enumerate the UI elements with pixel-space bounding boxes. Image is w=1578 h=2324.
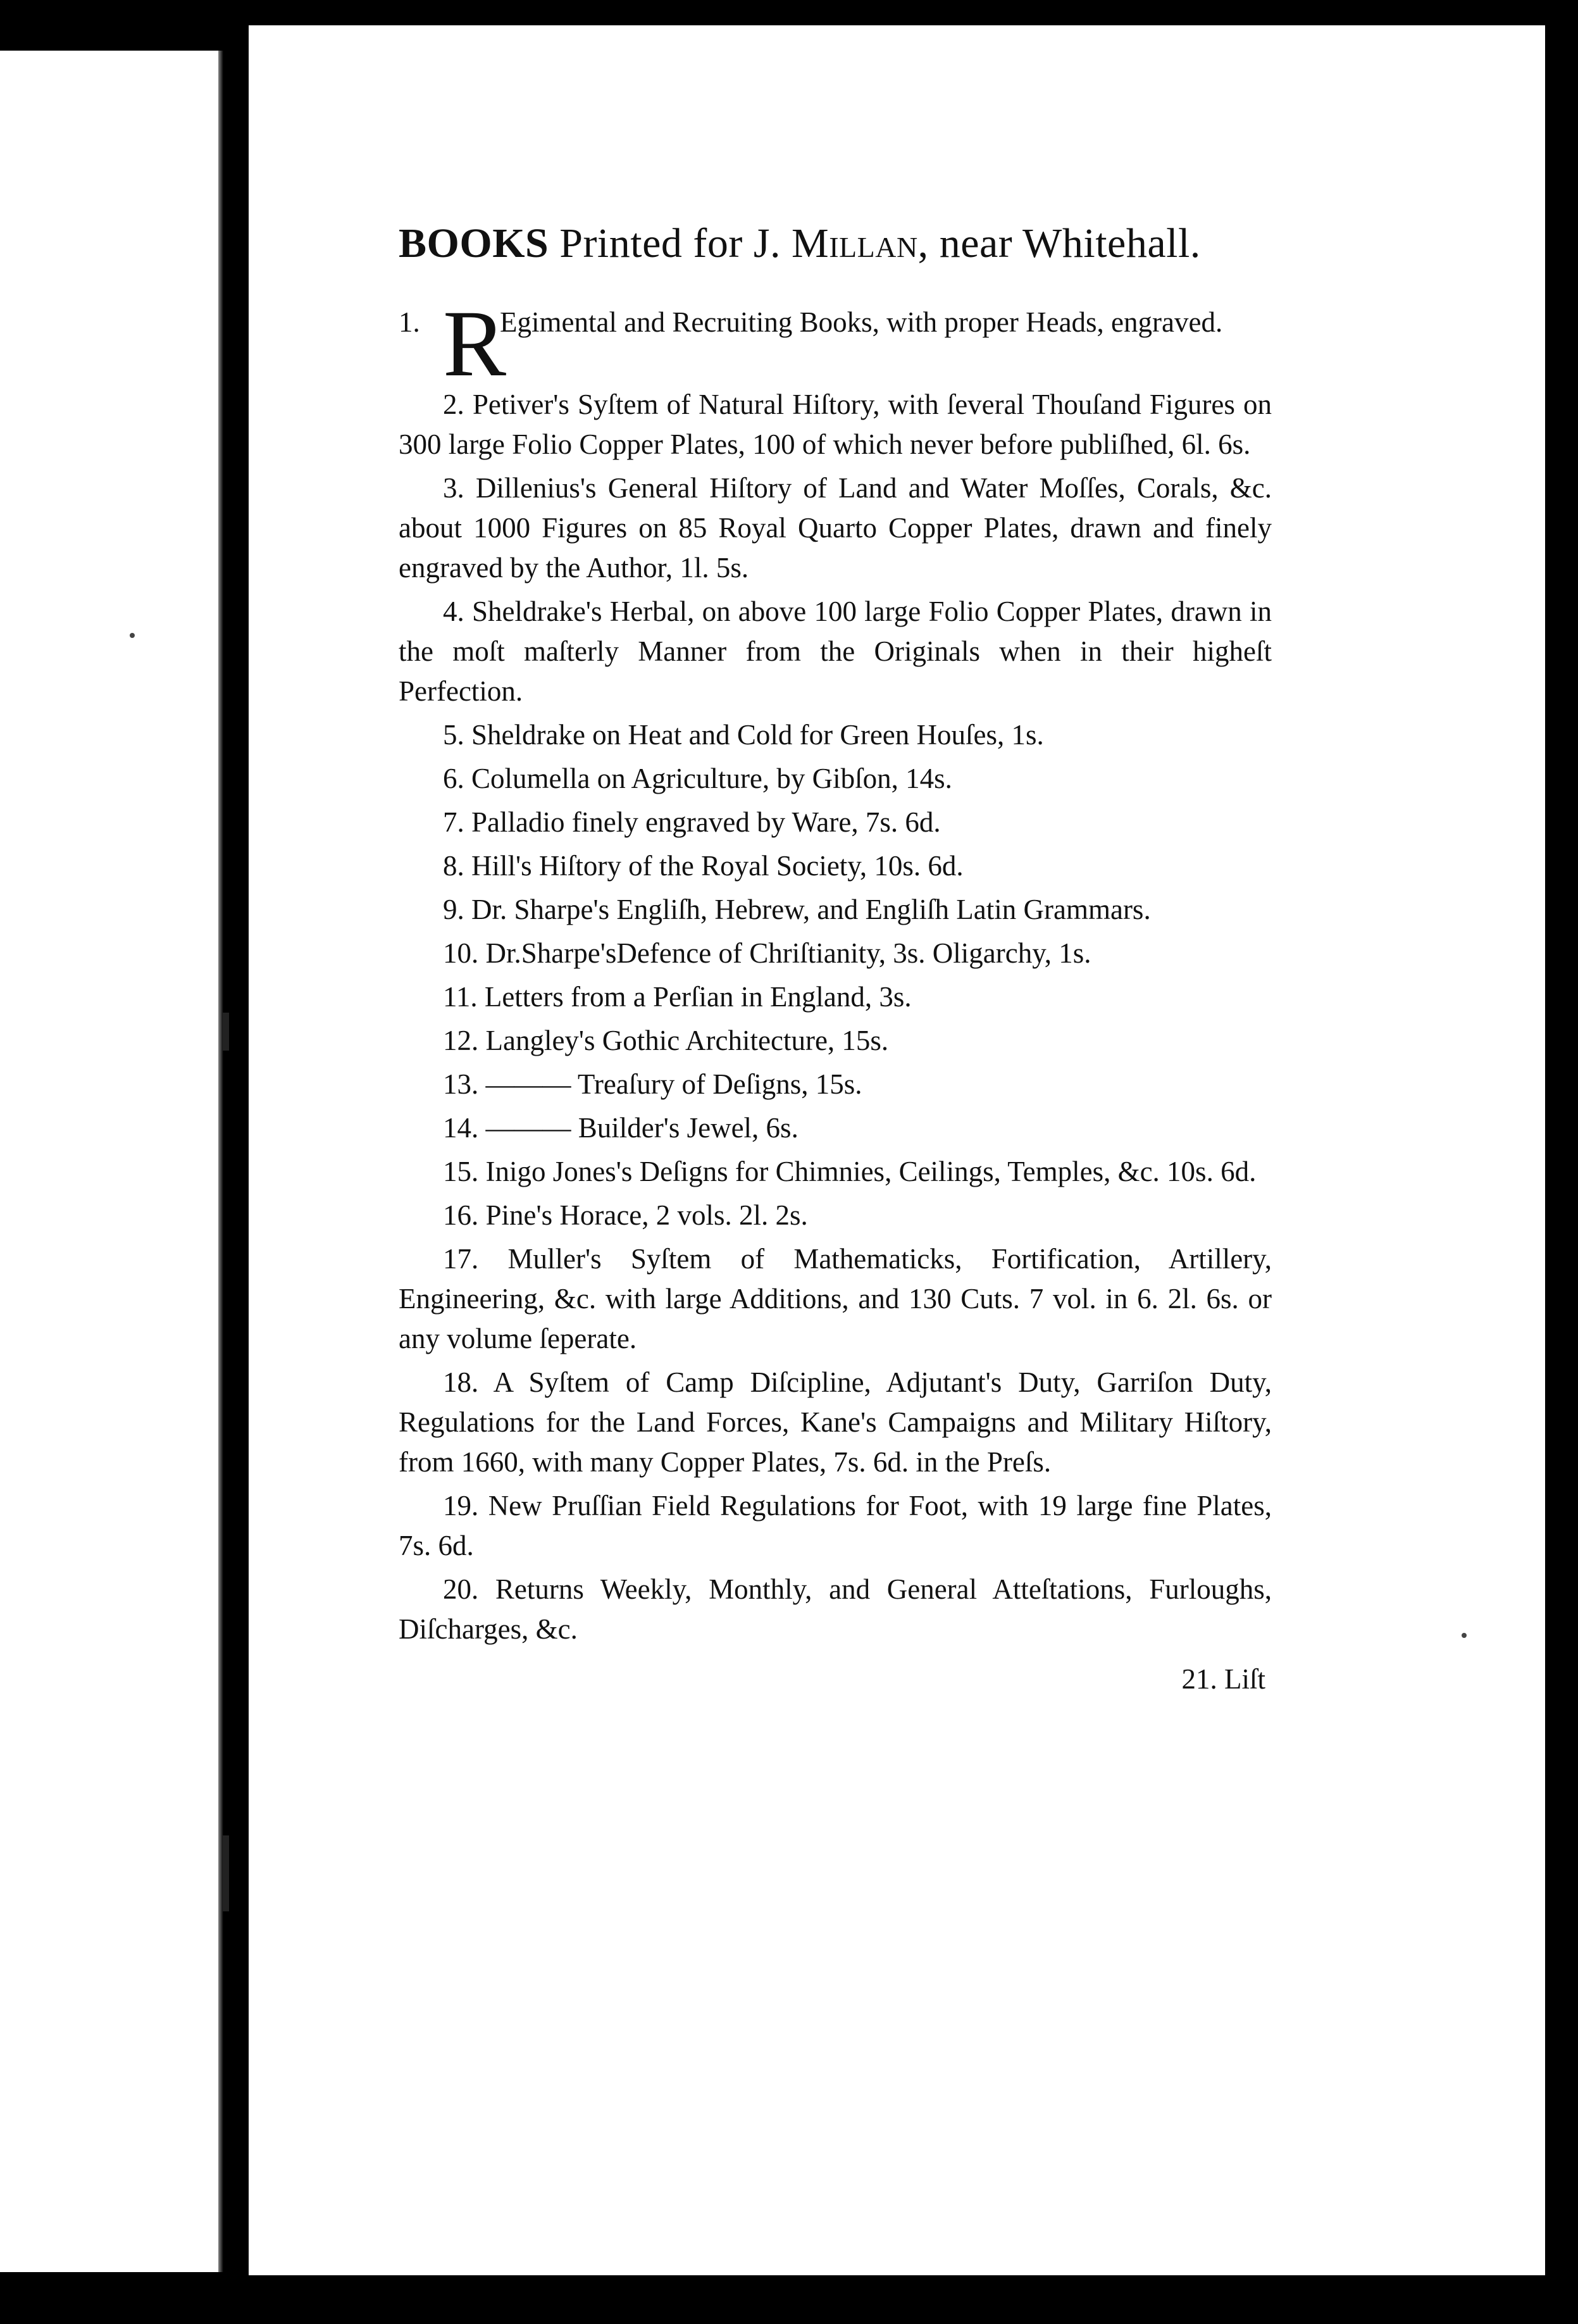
list-item [399,890,1272,930]
entry-number: 6. [443,763,464,794]
entry-number: 13. [443,1068,479,1100]
entry-number: 10. [443,937,479,969]
entry-number: 19. [443,1490,479,1521]
entry-number: 3. [443,472,464,504]
entry-number: 16. [443,1199,479,1231]
heading-printed-for: Printed for J. [559,220,781,266]
list-item [399,291,1272,396]
entry-number: 17. [443,1243,479,1275]
entry-text: New Pruſſian Field Regulations for Foot, with 19 large fine Plates, 7s. 6d. [399,1490,1272,1561]
gutter-shadow [218,51,223,2272]
entry-number: 2. [443,389,464,420]
list-item [399,1486,1272,1566]
list-item [399,1239,1272,1359]
drop-cap: R [443,291,507,396]
entry-number: 5. [443,719,464,751]
entry-text: Sheldrake's Herbal, on above 100 large Folio Copper Plates, drawn in the moſt maſterly Manner from the Originals when in their higheſt Perfection. [399,596,1272,707]
entry-text: Sheldrake on Heat and Cold for Green Houſes, 1s. [471,719,1044,751]
entry-text: Dr.Sharpe'sDefence of Chriſtianity, 3s. Oligarchy, 1s. [485,937,1091,969]
list-item [399,592,1272,711]
book-list-page [399,215,1272,1699]
list-item [399,1021,1272,1061]
list-item [399,1570,1272,1649]
entry-text: Pine's Horace, 2 vols. 2l. 2s. [485,1199,808,1231]
entry-text: ——— Builder's Jewel, 6s. [485,1112,798,1144]
entry-text: Returns Weekly, Monthly, and General Atteſtations, Furloughs, Diſcharges, &c. [399,1573,1272,1645]
entry-number: 15. [443,1156,479,1187]
list-item [399,715,1272,755]
entry-number: 8. [443,850,464,882]
entry-text: Palladio finely engraved by Ware, 7s. 6d. [471,806,941,838]
list-item [399,1152,1272,1192]
heading-books: BOOKS [399,220,549,266]
list-item [399,759,1272,799]
list-item [399,468,1272,588]
entry-text: ——— Treaſury of Deſigns, 15s. [485,1068,862,1100]
heading-location: near Whitehall. [939,220,1201,266]
entry-text: Muller's Syſtem of Mathematicks, Fortification, Artillery, Engineering, &c. with large Additions, and 130 Cuts. 7 vol. in 6. 2l. 6s. or any volume ſeperate. [399,1243,1272,1354]
entry-text: Egimental and Recruiting Books, with proper Heads, engraved. [500,306,1223,338]
entry-text: A Syſtem of Camp Diſcipline, Adjutant's Duty, Garriſon Duty, Regulations for the Land Forces, Kane's Campaigns and Military Hiſtory, from 1660, with many Copper Plates, 7s. 6d. in the Preſs. [399,1366,1272,1478]
paper-speck [130,633,135,638]
catchword: 21. Liſt [1181,1663,1265,1695]
entry-text: Dr. Sharpe's Engliſh, Hebrew, and Engliſh Latin Grammars. [471,894,1151,925]
entry-number: 4. [443,596,464,627]
list-item [399,846,1272,886]
list-item [399,1196,1272,1235]
list-item [399,934,1272,973]
entry-number: 12. [443,1025,479,1056]
entry-text: Letters from a Perſian in England, 3s. [484,981,912,1013]
entry-text: Petiver's Syſtem of Natural Hiſtory, with ſeveral Thouſand Figures on 300 large Folio Copper Plates, 100 of which never before publiſhed, 6l. 6s. [399,389,1272,460]
entry-text: Hill's Hiſtory of the Royal Society, 10s. 6d. [471,850,964,882]
entry-number: 11. [443,981,478,1013]
list-item [399,1363,1272,1482]
entry-text: Inigo Jones's Deſigns for Chimnies, Ceilings, Temples, &c. 10s. 6d. [485,1156,1257,1187]
heading-publisher: Millan, [792,220,929,266]
entry-text: Langley's Gothic Architecture, 15s. [485,1025,889,1056]
list-item [399,385,1272,465]
entry-number: 1. [399,306,420,338]
entry-number: 9. [443,894,464,925]
entry-number: 20. [443,1573,479,1605]
list-item [399,803,1272,842]
list-item [399,1065,1272,1104]
book-list [399,385,1272,1649]
entry-number: 7. [443,806,464,838]
entry-number: 18. [443,1366,479,1398]
left-page [0,51,218,2272]
entry-text: Columella on Agriculture, by Gibſon, 14s. [471,763,952,794]
list-item [399,1108,1272,1148]
page-heading [399,215,1272,272]
binding-mark [223,1013,229,1051]
entry-text: Dillenius's General Hiſtory of Land and Water Moſſes, Corals, &c. about 1000 Figures on 85 Royal Quarto Copper Plates, drawn and finely engraved by the Author, 1l. 5s. [399,472,1272,584]
binding-mark [223,1835,229,1911]
paper-speck [1462,1633,1467,1638]
list-item [399,977,1272,1017]
entry-number: 14. [443,1112,479,1144]
